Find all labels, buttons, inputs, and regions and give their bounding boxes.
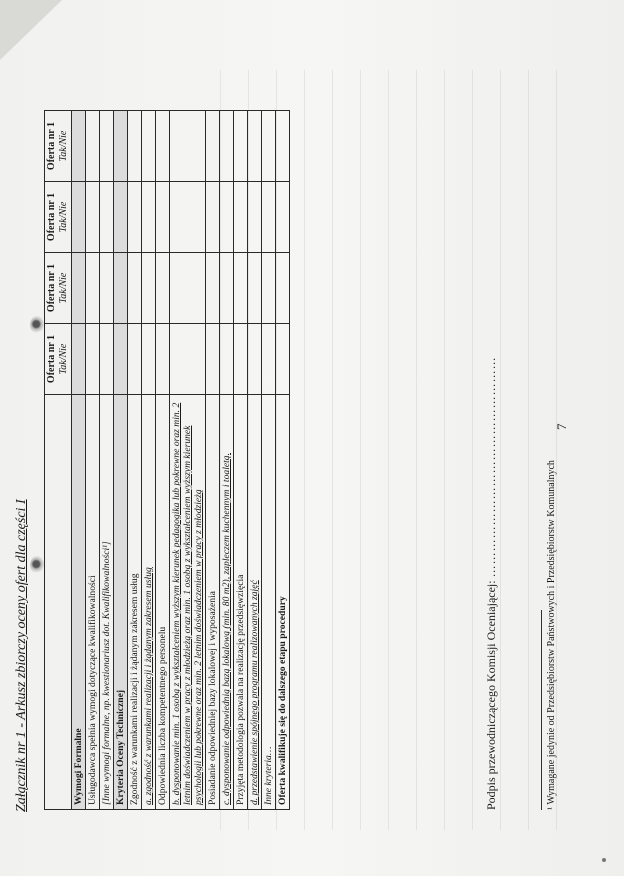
table-row	[248, 111, 262, 810]
criteria-cell: Kryteria Oceny Technicznej	[114, 395, 128, 810]
offer-value-cell[interactable]	[170, 253, 206, 324]
offer-value-cell[interactable]	[142, 182, 156, 253]
offer-value-cell[interactable]	[142, 253, 156, 324]
offer-value-cell[interactable]	[170, 111, 206, 182]
signature-label: Podpis przewodniczącego Komisji Oceniającej:	[484, 580, 498, 810]
offer-header-1: Oferta nr 1 Tak/Nie	[45, 324, 72, 395]
criteria-cell: Odpowiednia liczba kompetentnego personelu	[156, 395, 170, 810]
rotated-content	[6, 0, 596, 860]
criteria-cell: c. dysponowanie odpowiednią bazą lokalową (min. 80 m2), zapleczem kuchennym i toaletą.	[220, 395, 234, 810]
offer-value-cell[interactable]	[220, 111, 234, 182]
table-row	[86, 111, 100, 810]
table-row	[206, 111, 220, 810]
criteria-cell: Inne kryteria…	[262, 395, 276, 810]
offer-value-cell[interactable]	[114, 324, 128, 395]
offer-value-cell[interactable]	[86, 253, 100, 324]
offer-value-cell[interactable]	[114, 253, 128, 324]
offer-value-cell[interactable]	[248, 182, 262, 253]
offer-value-cell[interactable]	[100, 182, 114, 253]
signature-dots: ……………………………………………	[484, 356, 498, 578]
offer-value-cell[interactable]	[206, 324, 220, 395]
offer-header-4: Oferta nr 1 Tak/Nie	[45, 111, 72, 182]
offer-value-cell[interactable]	[206, 111, 220, 182]
offer-value-cell[interactable]	[156, 253, 170, 324]
offer-value-cell[interactable]	[276, 182, 290, 253]
offer-value-cell[interactable]	[276, 253, 290, 324]
criteria-cell: Wymogi Formalne	[72, 395, 86, 810]
offer-value-cell[interactable]	[128, 182, 142, 253]
offer-value-cell[interactable]	[142, 111, 156, 182]
footnote-rule	[541, 610, 542, 810]
offer-value-cell[interactable]	[262, 182, 276, 253]
criteria-cell: Usługodawca spełnia wymogi dotyczące kwalifikowalności	[86, 395, 100, 810]
offer-value-cell[interactable]	[72, 253, 86, 324]
offer-value-cell[interactable]	[206, 182, 220, 253]
offer-value-cell[interactable]	[262, 111, 276, 182]
offer-value-cell[interactable]	[262, 253, 276, 324]
table-row	[276, 111, 290, 810]
table-row	[72, 111, 86, 810]
signature-line	[484, 356, 499, 810]
offer-header-3: Oferta nr 1 Tak/Nie	[45, 182, 72, 253]
table-row	[156, 111, 170, 810]
offer-value-cell[interactable]	[248, 253, 262, 324]
table-row	[234, 111, 248, 810]
offer-value-cell[interactable]	[248, 111, 262, 182]
table-row	[262, 111, 276, 810]
offer-value-cell[interactable]	[128, 324, 142, 395]
offer-value-cell[interactable]	[220, 324, 234, 395]
offer-value-cell[interactable]	[72, 324, 86, 395]
criteria-cell: [Inne wymogi formalne, np. kwestionariusz dot. Kwalifikowalności¹]	[100, 395, 114, 810]
offer-value-cell[interactable]	[262, 324, 276, 395]
evaluation-table	[44, 110, 290, 810]
table-row	[100, 111, 114, 810]
criteria-cell: b. dysponowanie min. 1 osobą z wykształceniem wyższym kierunek pedagogika lub pokrewne oraz min. 2 letnim doświadczeniem w pracy z młodzieżą oraz min. 1 osobą z wykształceniem wyższym kierunek psychologii lub pokrewne oraz min. 2 letnim doświadczeniem w pracy z młodzieżą	[170, 395, 206, 810]
offer-value-cell[interactable]	[276, 324, 290, 395]
offer-value-cell[interactable]	[248, 324, 262, 395]
offer-value-cell[interactable]	[100, 253, 114, 324]
criteria-cell: Posiadanie odpowiedniej bazy lokalowej i wyposażenia	[206, 395, 220, 810]
offer-value-cell[interactable]	[114, 111, 128, 182]
offer-value-cell[interactable]	[206, 253, 220, 324]
offer-value-cell[interactable]	[100, 111, 114, 182]
offer-value-cell[interactable]	[128, 253, 142, 324]
document-title: Załącznik nr 1 - Arkusz zbiorczy oceny ofert dla części I	[14, 499, 29, 812]
scan-speck	[602, 858, 606, 862]
offer-value-cell[interactable]	[156, 111, 170, 182]
criteria-cell: d. przedstawienie spójnego programu realizowanych zajęć	[248, 395, 262, 810]
offer-value-cell[interactable]	[276, 111, 290, 182]
offer-value-cell[interactable]	[100, 324, 114, 395]
offer-value-cell[interactable]	[234, 111, 248, 182]
offer-value-cell[interactable]	[114, 182, 128, 253]
criteria-cell: Przyjęta metodologia pozwala na realizację przedsięwzięcia	[234, 395, 248, 810]
offer-value-cell[interactable]	[72, 111, 86, 182]
offer-value-cell[interactable]	[234, 253, 248, 324]
offer-value-cell[interactable]	[234, 324, 248, 395]
offer-value-cell[interactable]	[72, 182, 86, 253]
offer-value-cell[interactable]	[170, 324, 206, 395]
offer-value-cell[interactable]	[234, 182, 248, 253]
offer-header-2: Oferta nr 1 Tak/Nie	[45, 253, 72, 324]
offer-value-cell[interactable]	[156, 182, 170, 253]
table-row	[220, 111, 234, 810]
offer-value-cell[interactable]	[220, 182, 234, 253]
table-header-row	[45, 111, 72, 810]
table-row	[114, 111, 128, 810]
offer-value-cell[interactable]	[86, 111, 100, 182]
page-number: 7	[554, 423, 569, 430]
criteria-cell: Zgodność z warunkami realizacji i żądanym zakresem usług	[128, 395, 142, 810]
criteria-cell: Oferta kwalifikuje się do dalszego etapu procedury	[276, 395, 290, 810]
offer-value-cell[interactable]	[86, 324, 100, 395]
offer-value-cell[interactable]	[128, 111, 142, 182]
criteria-cell: a. zgodność z warunkami realizacji i żądanym zakresem usług	[142, 395, 156, 810]
footnote: ¹ Wymagane jedynie od Przedsiębiorstw Państwowych i Przedsiębiorstw Komunalnych	[546, 460, 557, 810]
offer-value-cell[interactable]	[86, 182, 100, 253]
table-row	[170, 111, 206, 810]
table-row	[142, 111, 156, 810]
offer-value-cell[interactable]	[142, 324, 156, 395]
offer-value-cell[interactable]	[170, 182, 206, 253]
table-row	[128, 111, 142, 810]
offer-value-cell[interactable]	[220, 253, 234, 324]
criteria-header-cell	[45, 395, 72, 810]
offer-value-cell[interactable]	[156, 324, 170, 395]
